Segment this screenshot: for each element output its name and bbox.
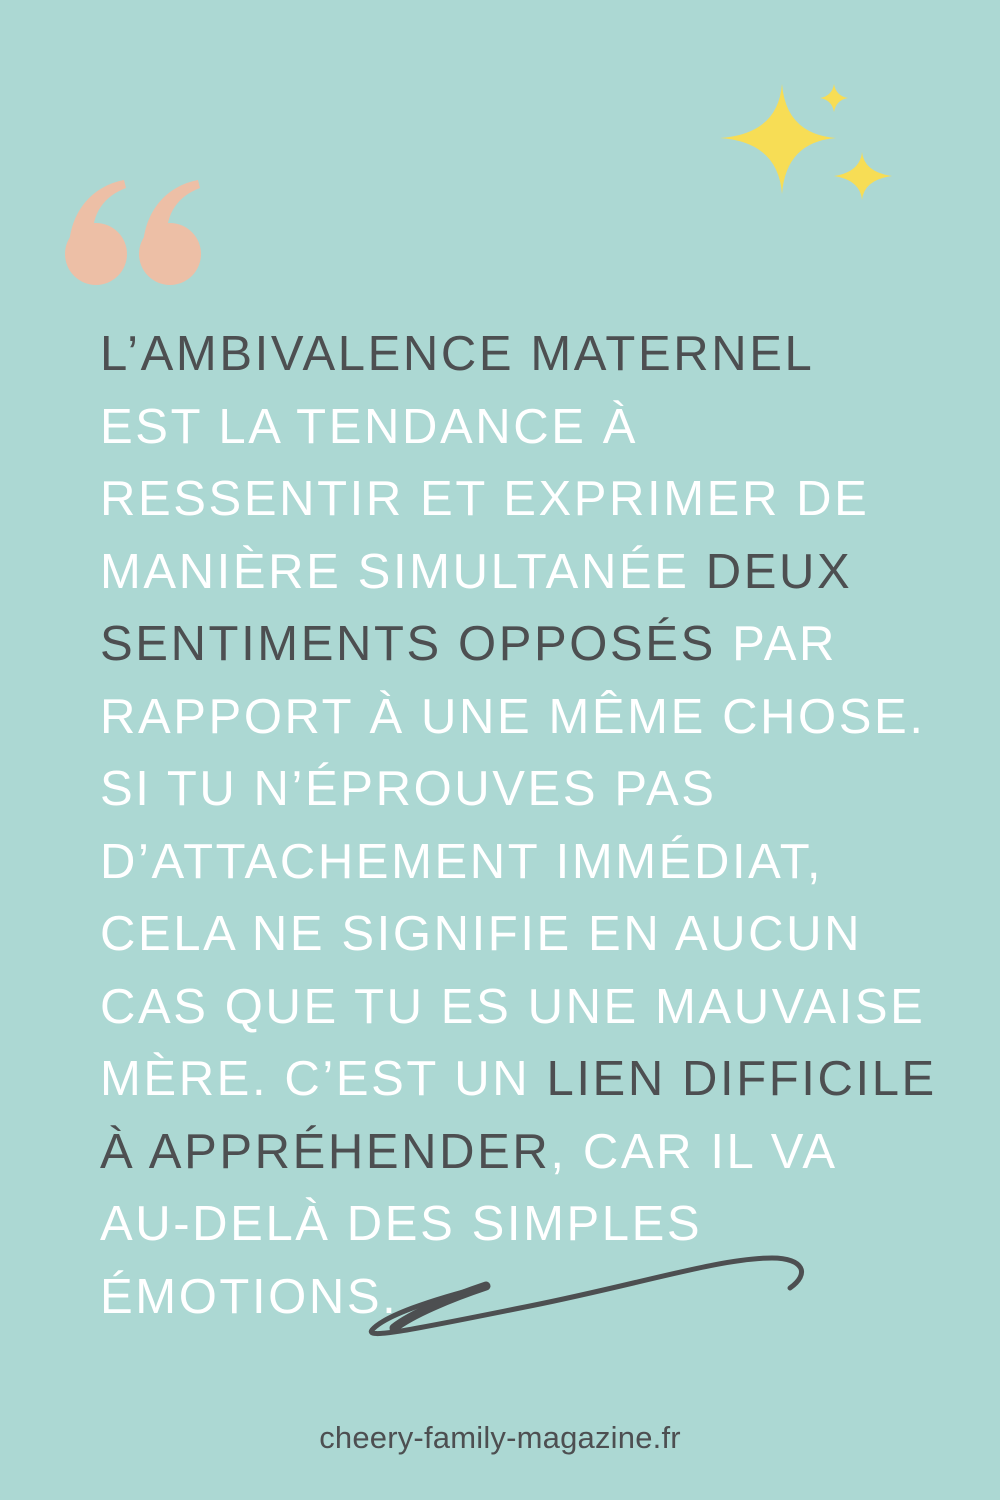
quote-line [100, 753, 960, 826]
quote-line [100, 608, 960, 681]
quote-line [100, 1043, 960, 1116]
quote-line [100, 971, 960, 1044]
quote-segment: EST LA TENDANCE À [100, 399, 639, 454]
quote-segment: AU-DELÀ DES SIMPLES [100, 1197, 703, 1251]
quote-highlight: LIEN DIFFICILE [546, 1052, 937, 1106]
quote-highlight: SENTIMENTS OPPOSÉS [100, 617, 716, 671]
quote-segment: SI TU N’ÉPROUVES PAS [100, 762, 717, 816]
quote-segment: , CAR IL VA [550, 1124, 838, 1179]
quote-line [100, 1116, 960, 1189]
quote-line [100, 681, 960, 754]
quote-segment: MÈRE. C’EST UN [100, 1052, 547, 1106]
quote-segment: D’ATTACHEMENT IMMÉDIAT, [100, 834, 824, 889]
underline-swoosh-icon [360, 1248, 810, 1348]
quote-highlight: DEUX [705, 544, 853, 599]
quote-segment: RAPPORT À UNE MÊME CHOSE. [100, 689, 926, 744]
quote-segment: PAR [715, 617, 837, 671]
quote-segment: MANIÈRE SIMULTANÉE [100, 544, 706, 599]
quote-segment: RESSENTIR ET EXPRIMER DE [100, 472, 870, 526]
quote-line [100, 898, 960, 971]
quote-line [100, 318, 960, 391]
quote-segment: CAS QUE TU ES UNE MAUVAISE [100, 979, 926, 1034]
quote-line [100, 391, 960, 464]
opening-quote-icon [62, 178, 206, 286]
sparkles-icon [716, 76, 906, 216]
quote-segment: ÉMOTIONS. [100, 1269, 399, 1324]
quote-text [100, 318, 960, 1333]
quote-line [100, 826, 960, 899]
quote-segment: CELA NE SIGNIFIE EN AUCUN [100, 907, 863, 961]
quote-line [100, 536, 960, 609]
quote-line [100, 463, 960, 536]
quote-segment: L’AMBIVALENCE MATERNEL [100, 327, 815, 381]
footer-website: cheery-family-magazine.fr [319, 1420, 681, 1455]
quote-highlight: À APPRÉHENDER [100, 1124, 551, 1179]
